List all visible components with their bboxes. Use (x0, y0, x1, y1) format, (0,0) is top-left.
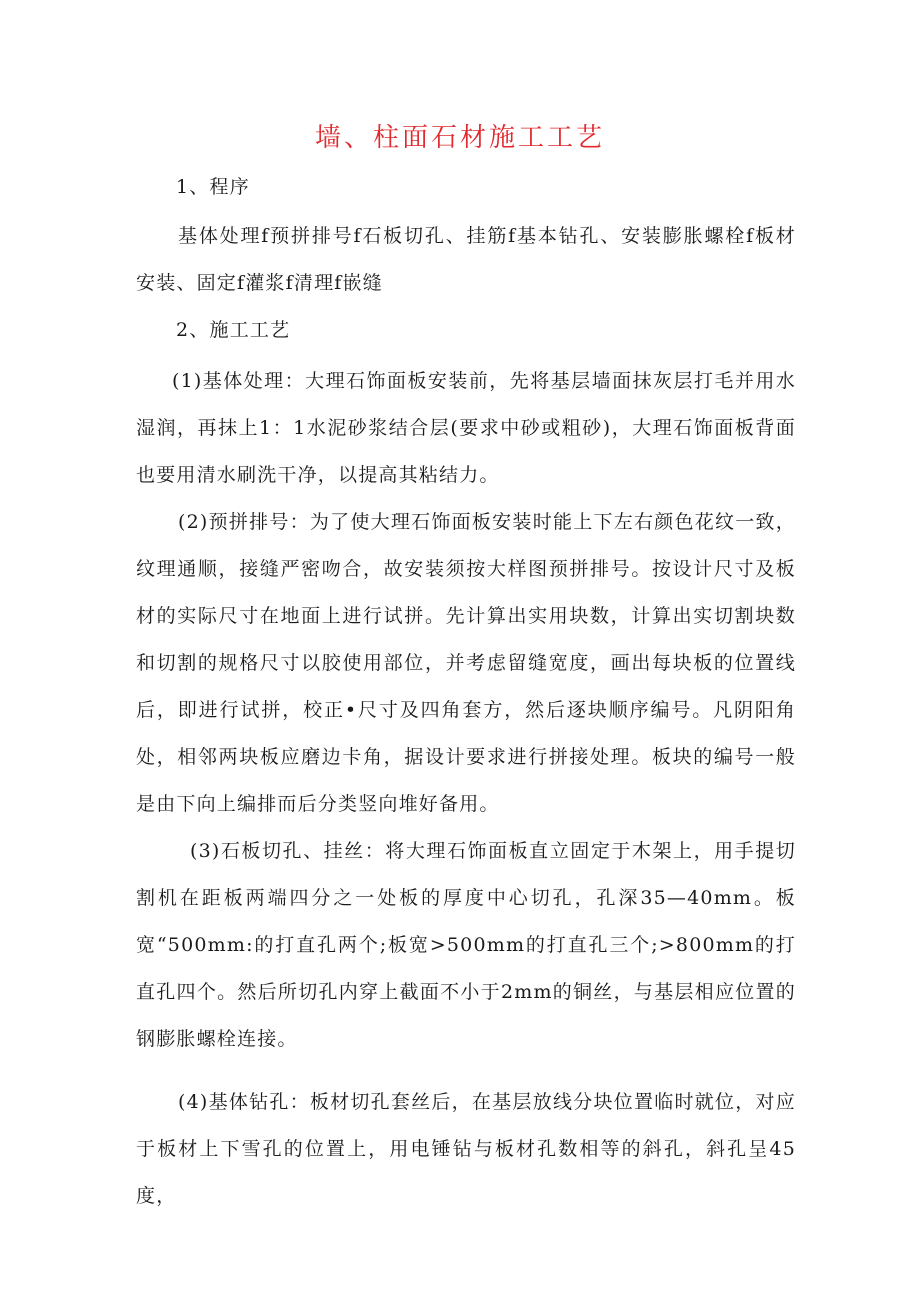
step-paragraph-pre-arrangement: (2)预拼排号：为了使大理石饰面板安装时能上下左右颜色花纹一致，纹理通顺，接缝严密吻合，故安装须按大样图预拼排号。按设计尺寸及板材的实际尺寸在地面上进行试拼。先计算出实用块数，计算出实切割块数和切割的规格尺寸以胶使用部位，并考虑留缝宽度，画出每块板的位置线后，即进行试拼，校正•尺寸及四角套方，然后逐块顺序编号。凡阴阳角处，相邻两块板应磨边卡角，据设计要求进行拼接处理。板块的编号一般是由下向上编排而后分类竖向堆好备用。 (136, 511, 796, 815)
section-heading-procedure: 1、程序 (176, 176, 250, 198)
step-paragraph-cutting-wiring: (3)石板切孔、挂丝：将大理石饰面板直立固定于木架上，用手提切割机在距板两端四分之一处板的厚度中心切孔，孔深35—40mm。板宽“500mm:的打直孔两个;板宽>500mm的打直孔三个;>800mm的打直孔四个。然后所切孔内穿上截面不小于2mm的铜丝，与基层相应位置的钢膨胀螺栓连接。 (136, 840, 796, 1050)
section-heading-process: 2、施工工艺 (176, 319, 291, 341)
step-paragraph-base-drilling: (4)基体钻孔：板材切孔套丝后，在基层放线分块位置临时就位，对应于板材上下雪孔的位置上，用电锤钻与板材孔数相等的斜孔，斜孔呈45度， (136, 1091, 796, 1207)
step-paragraph-base-treatment: (1)基体处理：大理石饰面板安装前，先将基层墙面抹灰层打毛并用水湿润，再抹上1：1水泥砂浆结合层(要求中砂或粗砂)，大理石饰面板背面也要用清水刷洗干净，以提高其粘结力。 (136, 370, 796, 486)
procedure-paragraph: 基体处理f预拼排号f石板切孔、挂筋f基本钻孔、安装膨胀螺栓f板材安装、固定f灌浆f清理f嵌缝 (136, 225, 796, 294)
document-title: 墙、柱面石材施工工艺 (314, 123, 605, 153)
